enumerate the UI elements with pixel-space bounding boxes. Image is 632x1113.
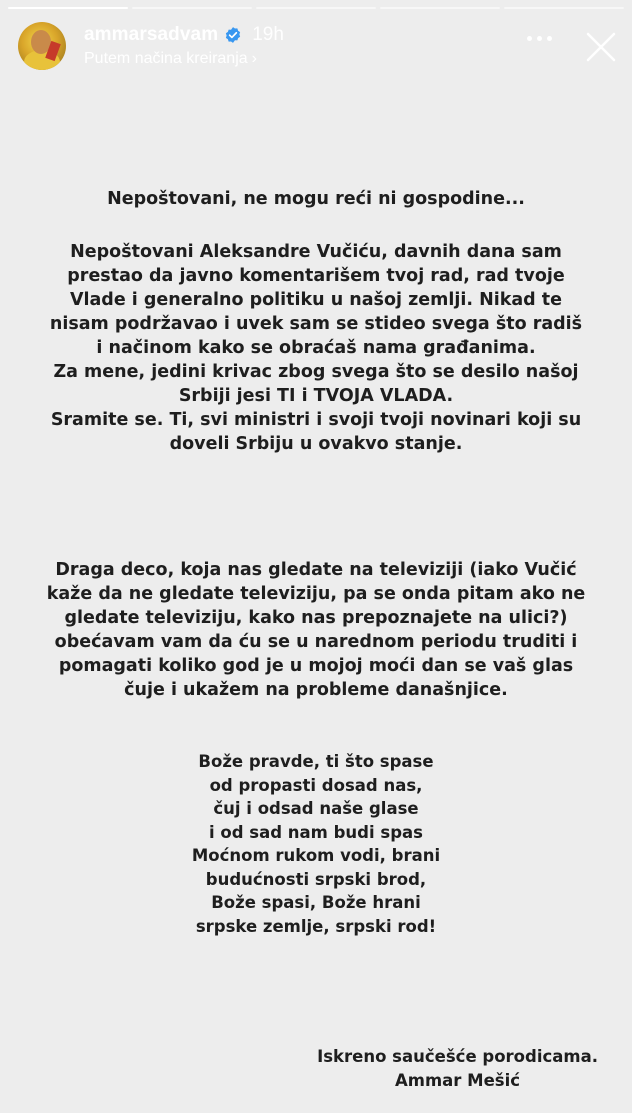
story-timestamp: 19h xyxy=(252,24,284,45)
story-progress-segment xyxy=(504,7,624,9)
signoff-text: Iskreno saučešće porodicama. Ammar Mešić xyxy=(317,1047,598,1090)
avatar[interactable] xyxy=(18,22,66,70)
story-progress-segment xyxy=(256,7,376,9)
chevron-right-icon: › xyxy=(251,50,257,67)
creation-mode-link[interactable] xyxy=(84,50,257,68)
username[interactable]: ammarsadvam xyxy=(84,24,219,45)
story-progress-segment xyxy=(8,7,128,9)
creation-mode-label: Putem načina kreiranja xyxy=(84,50,248,67)
story-progress-segment xyxy=(132,7,252,9)
story-header xyxy=(18,22,618,74)
anthem-verse: Bože pravde, ti što spase od propasti dosad nas, čuj i odsad naše glase i od sad nam budi spas Moćnom rukom vodi, brani budućnosti srpski brod, Bože spasi, Bože hrani srpske zemlje, srpski rod! xyxy=(191,752,441,936)
greeting-text: Nepoštovani, ne mogu reći ni gospodine... xyxy=(107,189,525,209)
username-row xyxy=(84,24,284,46)
paragraph-1: Nepoštovani Aleksandre Vučiću, davnih dana sam prestao da javno komentarišem tvoj rad, rad tvoje Vlade i generalno politiku u našoj zemlji. Nikad te nisam podržavao i uvek sam se stideo svega što radiš i načinom kako se obraćaš nama građanima. Za mene, jedini krivac zbog svega što se desilo našoj Srbiji jesi TI i TVOJA VLADA. Sramite se. Ti, svi ministri i svoji tvoji novinari koji su doveli Srbiju u ovakvo stanje. xyxy=(49,242,583,454)
verified-badge-icon xyxy=(224,26,242,44)
close-icon[interactable] xyxy=(584,30,618,64)
story-progress-bar xyxy=(8,7,624,9)
paragraph-2: Draga deco, koja nas gledate na televiziji (iako Vučić kaže da ne gledate televiziju, pa se onda pitam ako ne gledate televiziju, kako nas prepoznajete na ulici?) obećavam vam da ću se u narednom periodu truditi i pomagati koliko god je u mojoj moći dan se vaš glas čuje i ukažem na probleme današnjice. xyxy=(46,560,586,700)
story-progress-fill xyxy=(8,7,128,9)
story-progress-segment xyxy=(380,7,500,9)
more-dots-icon[interactable] xyxy=(527,36,552,41)
